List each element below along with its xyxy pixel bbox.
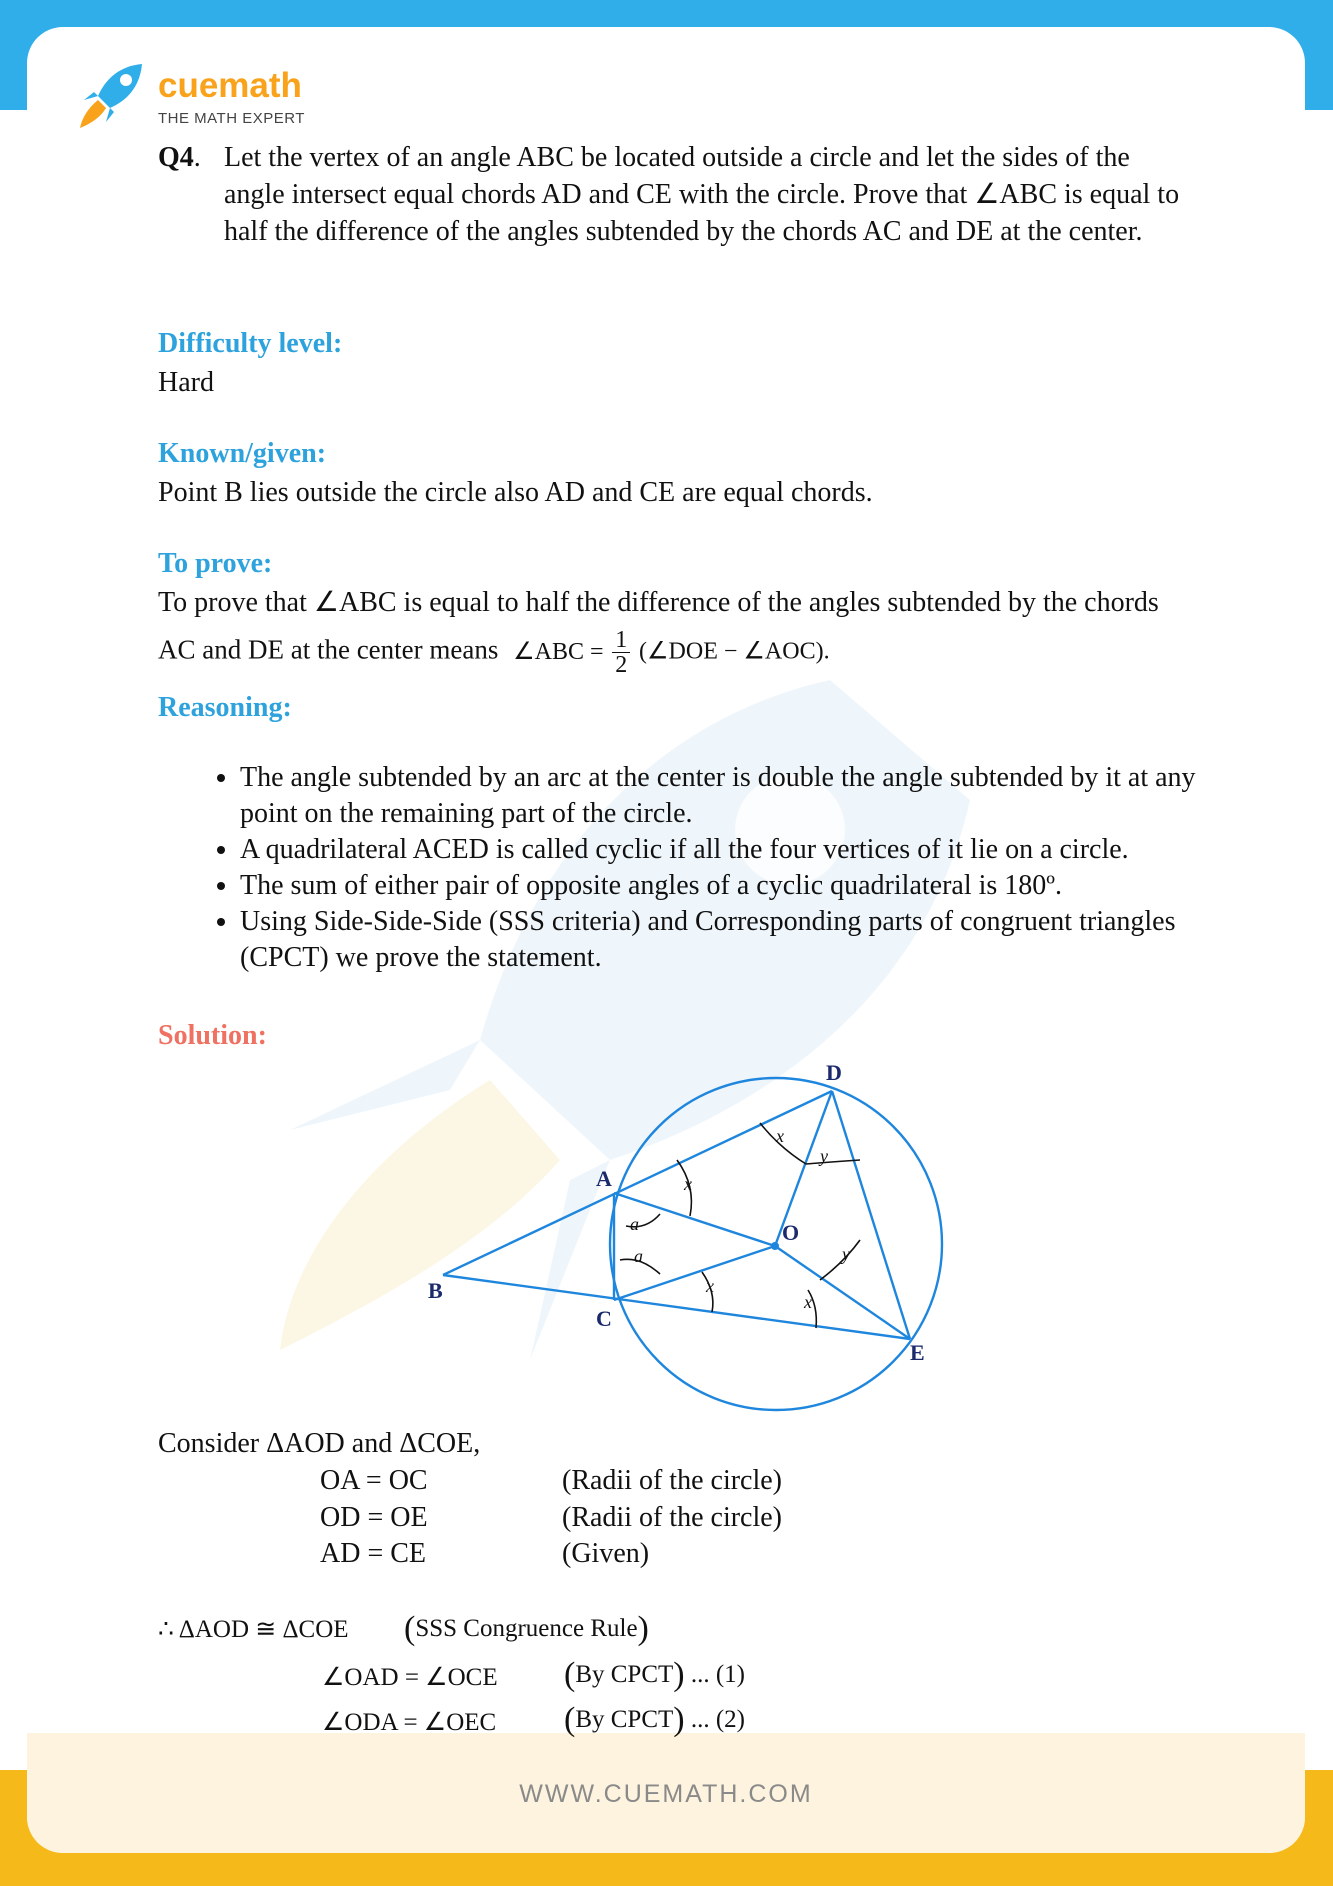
equality-lhs: OD = OE [320,1502,428,1533]
to-prove-heading: To prove: [158,548,273,579]
fraction-numerator: 1 [612,628,630,653]
half-fraction [612,628,630,677]
footer-url: WWW.CUEMATH.COM [519,1780,813,1808]
formula-rhs: (∠DOE − ∠AOC). [639,638,830,665]
line-B-E [443,1275,910,1339]
to-prove-line1: To prove that ∠ABC is equal to half the difference of the angles subtended by the chords [158,587,1159,618]
reasoning-item: • The sum of either pair of opposite angles of a cyclic quadrilateral is 180º. [240,868,1230,904]
cpct-lhs: ∠ODA = ∠OEC [322,1709,497,1736]
brand-tagline: THE MATH EXPERT [158,110,305,127]
label-y: y [820,1146,828,1166]
known-heading: Known/given: [158,438,327,469]
equality-lhs: AD = CE [320,1538,427,1569]
difficulty-heading: Difficulty level: [158,328,343,359]
angle-arc-y [820,1240,860,1280]
label-y: y [842,1244,850,1264]
label-x: x [776,1126,784,1146]
center-point [771,1242,779,1250]
label-B: B [428,1278,443,1303]
label-a: a [634,1246,643,1266]
cpct-reason: (By CPCT) ... (1) [564,1656,746,1693]
label-O: O [782,1220,800,1245]
question-block: Q4. Let the vertex of an angle ABC be located outside a circle and let the sides of the angle intersect equal chords AD and CE with the circle. Prove that ∠ABC is equal to half the difference of the angles subtended by the chords AC and DE at the center. [158,139,1188,176]
label-x: x [706,1276,714,1296]
cpct-reason: (By CPCT) ... (2) [564,1701,746,1738]
label-A: A [596,1166,612,1191]
equality-reason: (Radii of the circle) [562,1502,783,1533]
brand-name: cuemath [158,66,302,105]
cpct-lhs: ∠OAD = ∠OCE [322,1664,498,1691]
reasoning-heading: Reasoning: [158,692,292,723]
label-x: x [684,1174,692,1194]
congruence-statement: ∴ ΔAOD ≅ ΔCOE [158,1616,349,1643]
angle-arc-y [806,1160,860,1164]
formula-lhs: ∠ABC = [513,638,604,665]
label-C: C [596,1306,612,1331]
fraction-denominator: 2 [615,652,628,678]
reasoning-item: • A quadrilateral ACED is called cyclic if all the four vertices of it lie on a circle. [240,832,1230,868]
equality-lhs: OA = OC [320,1465,428,1496]
label-E: E [910,1340,925,1365]
reasoning-item: • The angle subtended by an arc at the center is double the angle subtended by it at any point on the remaining part of the circle. [240,760,1230,832]
reasoning-list [200,760,1230,976]
question-text: Let the vertex of an angle ABC be located outside a circle and let the sides of the angle intersect equal chords AD and CE with the circle. Prove that ∠ABC is equal to half the difference of the angles subtended by the chords AC and DE at the center. [224,142,1180,247]
known-value: Point B lies outside the circle also AD and CE are equal chords. [158,477,873,508]
label-x: x [804,1292,812,1312]
to-prove-line2-prefix: AC and DE at the center means [158,634,499,665]
label-a: a [630,1214,639,1234]
circle-geometry-diagram [420,1050,980,1430]
chord-D-E [832,1091,910,1339]
page-footer [27,1733,1305,1853]
equality-reason: (Radii of the circle) [562,1465,783,1496]
equality-reason: (Given) [562,1538,650,1569]
cuemath-rocket-logo-icon [76,62,146,130]
to-prove-line2 [158,628,830,677]
difficulty-value: Hard [158,367,214,398]
question-number: Q4 [158,142,194,173]
solution-heading: Solution: [158,1020,267,1051]
label-D: D [826,1060,842,1085]
reasoning-item: • Using Side-Side-Side (SSS criteria) and Corresponding parts of congruent triangles (CPCT) we prove the statement. [240,904,1230,976]
consider-line: Consider ΔAOD and ΔCOE, [158,1428,481,1459]
congruence-reason: (SSS Congruence Rule) [404,1610,649,1647]
